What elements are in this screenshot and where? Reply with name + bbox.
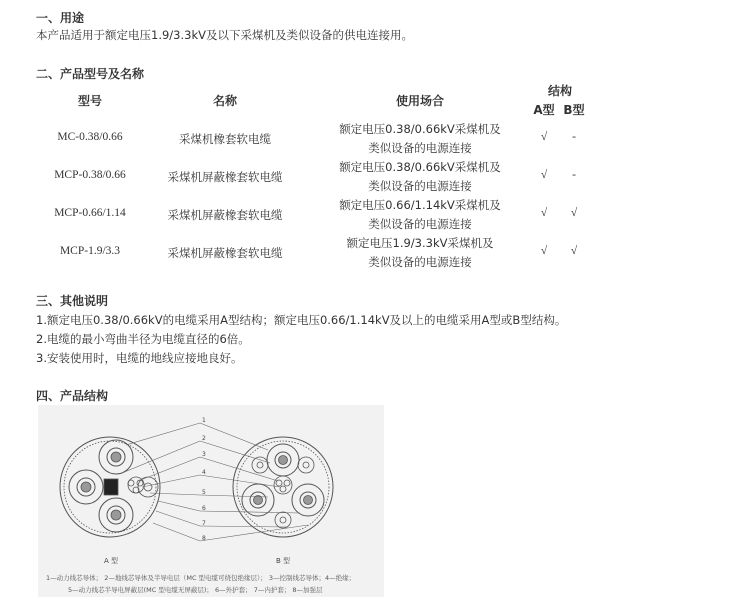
cell-type-a: √: [540, 131, 548, 143]
cell-use: [330, 234, 510, 272]
cell-name: 采煤机屏蔽橡套软电缆: [167, 208, 283, 222]
cell-use-line1: 额定电压0.38/0.66kV采煤机及: [339, 122, 501, 136]
cell-name: 采煤机屏蔽橡套软电缆: [167, 246, 283, 260]
cell-use: [330, 120, 510, 158]
cell-model: MC-0.38/0.66: [57, 131, 123, 143]
header-model: 型号: [77, 94, 102, 108]
cell-model: MCP-0.66/1.14: [54, 207, 126, 219]
cell-use-line2: 类似设备的电源连接: [368, 255, 472, 269]
type-b-cross-section: [233, 437, 333, 537]
header-name: 名称: [212, 94, 237, 108]
note-line-3: 3.安装使用时，电缆的地线应接地良好。: [36, 351, 243, 365]
diagram-number: 5: [202, 489, 206, 496]
cell-type-b: -: [572, 131, 576, 143]
header-structure: 结构: [547, 84, 572, 98]
cell-type-b: -: [572, 169, 576, 181]
cell-use: [330, 196, 510, 234]
cell-use-line2: 类似设备的电源连接: [368, 141, 472, 155]
note-line-1: 1.额定电压0.38/0.66kV的电缆采用A型结构；额定电压0.66/1.14kV及以上的电缆采用A型或B型结构。: [36, 313, 567, 327]
label-type-b: B 型: [276, 557, 291, 565]
cell-model: MCP-0.38/0.66: [54, 169, 126, 181]
header-type-a: A型: [533, 103, 555, 117]
section-heading-models: 二、产品型号及名称: [36, 67, 145, 81]
section-heading-usage: 一、用途: [36, 11, 85, 25]
usage-text: 本产品适用于额定电压1.9/3.3kV及以下采煤机及类似设备的供电连接用。: [36, 28, 413, 42]
cell-model: MCP-1.9/3.3: [59, 245, 121, 257]
cell-type-a: √: [540, 169, 548, 181]
label-type-a: A 型: [104, 557, 119, 565]
cell-type-a: √: [540, 245, 548, 257]
section-heading-notes: 三、其他说明: [36, 294, 109, 308]
cell-use-line2: 类似设备的电源连接: [368, 179, 472, 193]
header-type-b: B型: [563, 103, 585, 117]
cell-type-b: √: [570, 245, 578, 257]
cable-structure-diagram: [38, 405, 384, 597]
cell-use-line1: 额定电压1.9/3.3kV采煤机及: [346, 236, 494, 250]
diagram-number: 6: [202, 505, 206, 512]
diagram-number: 2: [202, 435, 206, 442]
diagram-number: 8: [202, 535, 206, 542]
diagram-number: 7: [202, 520, 206, 527]
diagram-number: 1: [202, 417, 206, 424]
cell-name: 采煤机屏蔽橡套软电缆: [167, 170, 283, 184]
cell-use-line2: 类似设备的电源连接: [368, 217, 472, 231]
diagram-caption-line-2: 5—动力线芯半导电屏蔽层(MC 型电缆无屏蔽层)； 6—外护套； 7—内护套； 8—加强层: [68, 586, 323, 594]
type-a-cross-section: [60, 437, 160, 537]
cell-type-b: √: [570, 207, 578, 219]
diagram-number: 3: [202, 451, 206, 458]
diagram-numbers: [104, 417, 290, 565]
cell-use: [330, 158, 510, 196]
diagram-caption-line-1: 1—动力线芯导体； 2—地线芯导体及半导电层（MC 型电缆可绕包绝缘层）； 3—控制线芯导体；4—绝缘；: [46, 574, 356, 582]
cell-use-line1: 额定电压0.66/1.14kV采煤机及: [339, 198, 501, 212]
section-heading-structure: 四、产品结构: [36, 389, 109, 403]
cell-name: 采煤机橡套软电缆: [179, 132, 271, 146]
cell-use-line1: 额定电压0.38/0.66kV采煤机及: [339, 160, 501, 174]
note-line-2: 2.电缆的最小弯曲半径为电缆直径的6倍。: [36, 332, 250, 346]
header-use: 使用场合: [395, 94, 444, 108]
diagram-number: 4: [202, 469, 206, 476]
cable-cross-section-figure: [38, 405, 384, 597]
cell-type-a: √: [540, 207, 548, 219]
